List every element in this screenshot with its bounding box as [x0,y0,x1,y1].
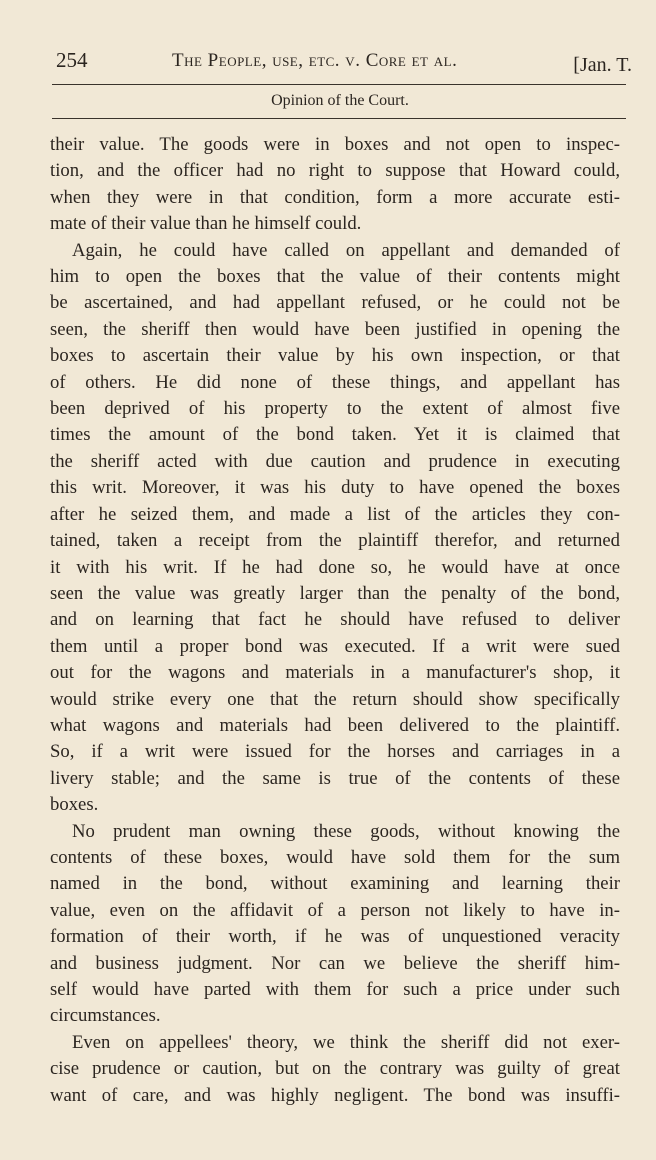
term-label: [Jan. T. [573,54,632,76]
text-line: Even on appellees' theory, we think the sheriff did not exer- [72,1031,620,1053]
text-line: of others. He did none of these things, and appellant has [50,371,620,393]
text-line: them until a proper bond was executed. If a writ were sued [50,635,620,657]
text-line: want of care, and was highly negligent. The bond was insuffi- [50,1084,620,1106]
text-line: him to open the boxes that the value of their contents might [50,266,620,288]
text-line: this writ. Moreover, it was his duty to have opened the boxes [50,477,620,499]
text-line: livery stable; and the same is true of the contents of these [50,767,620,789]
text-line: be ascertained, and had appellant refused, or he could not be [50,292,620,314]
text-line: their value. The goods were in boxes and not open to inspec- [50,134,620,155]
text-line: self would have parted with them for such a price under such [50,979,620,1000]
text-line: it with his writ. If he had done so, he would have at once [50,556,620,578]
text-line: seen the value was greatly larger than the penalty of the bond, [50,582,620,604]
text-line: No prudent man owning these goods, without knowing the [72,820,620,842]
page-number: 254 [56,48,88,72]
text-line: when they were in that condition, form a more accurate esti- [50,186,620,208]
running-title: The People, use, etc. v. Core et al. [172,50,458,71]
text-line: the sheriff acted with due caution and prudence in executing [50,450,620,472]
text-line: named in the bond, without examining and learning their [50,873,620,895]
text-line: tained, taken a receipt from the plaintiff therefor, and returned [50,530,620,552]
page-header [52,46,636,80]
text-line: and business judgment. Nor can we believe the sheriff him- [50,952,620,974]
text-line: seen, the sheriff then would have been justified in opening the [50,318,620,340]
text-line: Again, he could have called on appellant and demanded of [72,239,620,261]
text-line: formation of their worth, if he was of unquestioned veracity [50,926,620,948]
opinion-text [50,132,620,1109]
text-line: and on learning that fact he should have refused to deliver [50,609,620,631]
text-line: tion, and the officer had no right to suppose that Howard could, [50,160,620,182]
text-line: mate of their value than he himself could. [50,213,362,235]
text-line: cise prudence or caution, but on the contrary was guilty of great [50,1058,620,1080]
text-line: would strike every one that the return should show specifically [50,688,620,710]
section-heading: Opinion of the Court. [271,92,409,109]
text-line: been deprived of his property to the extent of almost five [50,398,620,420]
text-line: boxes to ascertain their value by his own inspection, or that [50,345,620,367]
text-line: circumstances. [50,1005,161,1027]
text-line: after he seized them, and made a list of the articles they con- [50,503,620,525]
text-line: boxes. [50,794,99,816]
text-line: So, if a writ were issued for the horses and carriages in a [50,741,620,763]
header-rule-bottom [52,118,626,119]
text-line: times the amount of the bond taken. Yet it is claimed that [50,424,620,446]
text-line: what wagons and materials had been delivered to the plaintiff. [50,714,620,736]
header-rule-top [52,84,626,85]
text-line: out for the wagons and materials in a manufacturer's shop, it [50,662,620,684]
text-line: contents of these boxes, would have sold them for the sum [50,846,620,868]
text-line: value, even on the affidavit of a person not likely to have in- [50,899,620,921]
